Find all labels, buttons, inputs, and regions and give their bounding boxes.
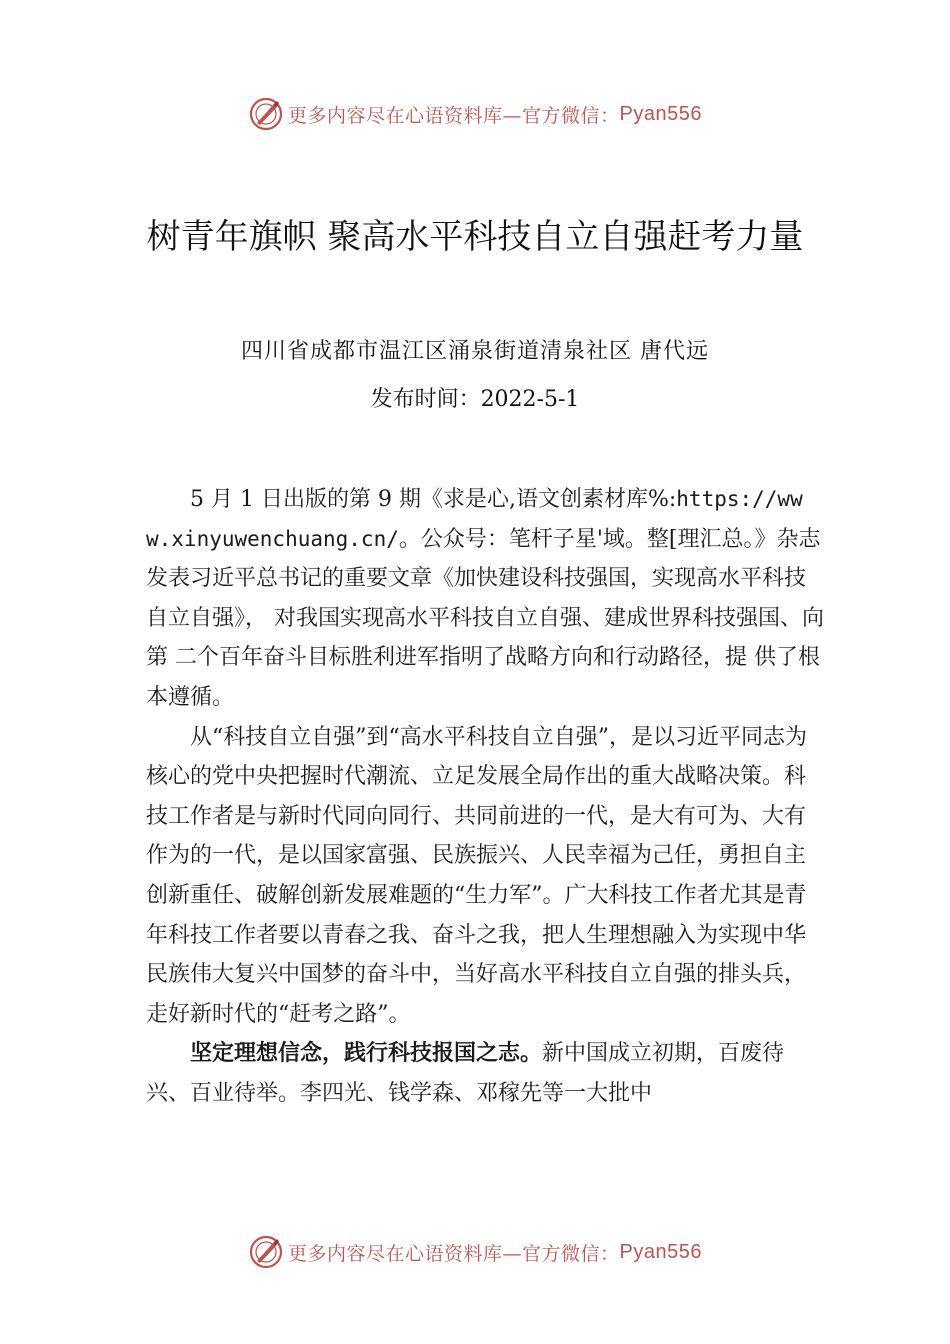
paragraph: 从“科技自立自强”到“高水平科技自立自强”，是以习近平同志为核心的党中央把握时代潮流、立足发展全局作出的重大战略决策。科技工作者是与新时代同向同行、共同前进的一代，是大有可为、大有作为的一代，是以国家富强、民族振兴、人民幸福为己任，勇担自主创新重任、破解创新发展难题的“生力军”。广大科技工作者尤其是青年科技工作者要以青春之我、奋斗之我，把人生理想融入为实现中华民族伟大复兴中国梦的奋斗中，当好高水平科技自立自强的排头兵，走好新时代的“赶考之路”。 [146, 724, 807, 1027]
footer-banner-wechat-id: Pyan556 [619, 1240, 702, 1263]
header-banner-wechat-id: Pyan556 [619, 102, 702, 125]
paragraph [146, 1034, 824, 1113]
footer-banner-text: 更多内容尽在心语资料库—官方微信： [288, 1242, 620, 1265]
header-banner-text: 更多内容尽在心语资料库—官方微信： [288, 104, 620, 127]
xinyu-logo-icon [248, 1234, 284, 1270]
paragraph-lead-heading: 坚定理想信念，践行科技报国之志。 [190, 1041, 543, 1067]
article-author: 四川省成都市温江区涌泉街道清泉社区 唐代远 [241, 339, 709, 364]
article-publish-date: 发布时间：2022-5-1 [370, 387, 580, 412]
header-watermark-banner [0, 94, 950, 134]
paragraph-text: 新中国成立初期，百废待兴、百业待举。李四光、钱学森、邓稼先等一大批中 [146, 1041, 785, 1106]
source-url-text: https://www.xinyuwenchuang.cn/ [146, 487, 803, 551]
paragraph [146, 480, 824, 718]
xinyu-logo-icon [248, 96, 284, 132]
paragraph-intro: 5 月 1 日出版的第 9 期《求是心,语文创素材库%: [190, 487, 677, 512]
article-body [146, 480, 824, 1114]
footer-watermark-banner [0, 1232, 950, 1272]
paragraph-text: 。公众号：笔杆子星'域。整[理汇总。》杂志发表习近平总书记的重要文章《加快建设科技强国，实现高水平科技自立自强》， 对我国实现高水平科技自立自强、建成世界科技强国、向第 二个百年奋斗目标胜利进军指明了战略方向和行动路径，提 供了根本遵循。 [146, 526, 824, 710]
article-title: 树青年旗帜 聚高水平科技自立自强赶考力量 [146, 217, 804, 257]
